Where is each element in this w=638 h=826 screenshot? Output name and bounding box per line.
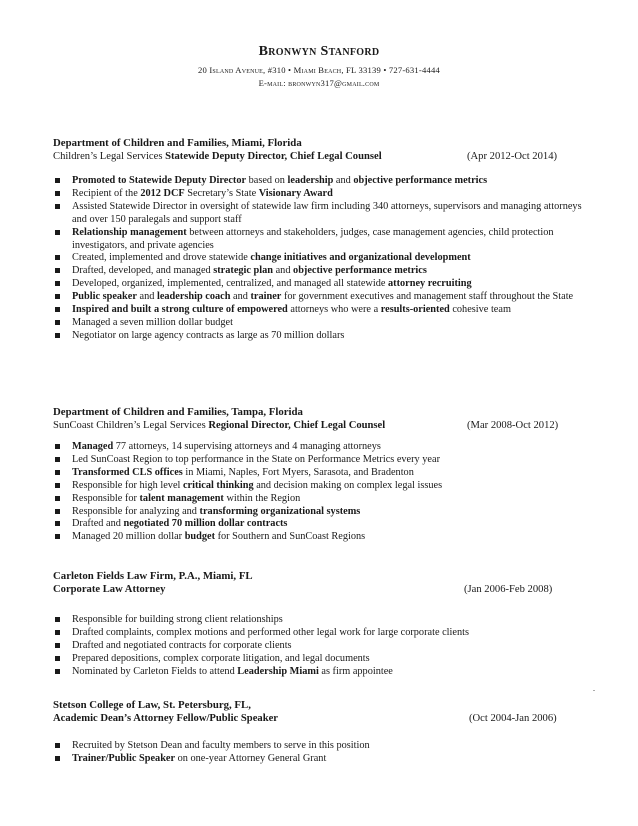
job-bullets bbox=[53, 441, 585, 544]
bullet-item bbox=[53, 740, 585, 753]
bullet-text: Recruited by Stetson Dean and faculty members to serve in this position bbox=[72, 740, 370, 751]
job-role-title: Academic Dean’s Attorney Fellow/Public Speaker bbox=[53, 713, 278, 724]
bullet-text: Managed a seven million dollar budget bbox=[72, 316, 233, 328]
bullet-text: and decision making on complex legal issues bbox=[253, 479, 443, 491]
job-organization: Carleton Fields Law Firm, P.A., Miami, FL bbox=[53, 570, 253, 582]
bullet-item bbox=[53, 640, 585, 653]
bullet-item bbox=[53, 506, 585, 519]
bullet-text: as firm appointee bbox=[318, 665, 393, 677]
bullet-text: Developed, organized, implemented, centralized, and managed all statewide bbox=[72, 278, 389, 290]
bullet-text-bold: Relationship management bbox=[72, 226, 187, 238]
job-dates: (Apr 2012-Oct 2014) bbox=[467, 151, 558, 162]
bullet-text-bold: transforming organizational systems bbox=[199, 505, 361, 517]
bullet-text: Drafted and negotiated contracts for corporate clients bbox=[72, 639, 292, 651]
job-bullets bbox=[53, 175, 585, 343]
bullet-text: in Miami, Naples, Fort Myers, Sarasota, and Bradenton bbox=[182, 466, 414, 478]
bullet-item bbox=[53, 653, 585, 666]
bullet-text: based on bbox=[246, 175, 288, 186]
bullet-text: Created, implemented and drove statewide bbox=[72, 252, 251, 264]
job-role-line bbox=[53, 419, 585, 433]
bullet-text: and bbox=[333, 175, 354, 186]
bullet-item bbox=[53, 188, 585, 201]
bullet-text-bold: trainer bbox=[250, 291, 282, 303]
job-dates: (Jan 2006-Feb 2008) bbox=[464, 584, 553, 595]
bullet-text-bold: Visionary Award bbox=[258, 187, 333, 199]
bullet-item bbox=[53, 454, 585, 467]
bullet-text: between attorneys and stakeholders, judges, case management agencies, child protection investigators, and private agencies bbox=[72, 226, 554, 251]
job-dates: (Oct 2004-Jan 2006) bbox=[469, 713, 557, 724]
bullet-text: Nominated by Carleton Fields to attend bbox=[72, 665, 238, 677]
job-section bbox=[53, 405, 585, 544]
bullet-text: within the Region bbox=[223, 492, 301, 504]
job-section bbox=[53, 136, 585, 343]
bullet-text-bold: critical thinking bbox=[182, 479, 254, 491]
bullet-text-bold: strategic plan bbox=[213, 265, 274, 277]
bullet-item bbox=[53, 518, 585, 531]
bullet-text: Assisted Statewide Director in oversight of statewide law firm including 340 attorneys, supervisors and managing attorneys and over 150 paralegals and support staff bbox=[72, 200, 582, 225]
bullet-item bbox=[53, 252, 585, 265]
bullet-text-bold: Managed bbox=[72, 441, 114, 452]
bullet-text-bold: 2012 DCF bbox=[140, 187, 185, 199]
bullet-text-bold: Inspired and built a strong culture of empowered bbox=[72, 304, 288, 316]
job-section bbox=[53, 698, 585, 766]
job-role-title: Statewide Deputy Director, Chief Legal Counsel bbox=[165, 151, 382, 162]
contact-email: E-mail: bronwyn317@gmail.com bbox=[258, 78, 380, 88]
stray-mark: . bbox=[593, 684, 595, 693]
bullet-item bbox=[53, 278, 585, 291]
job-role-title: Corporate Law Attorney bbox=[53, 584, 166, 595]
bullet-item bbox=[53, 265, 585, 278]
bullet-item bbox=[53, 330, 585, 343]
bullet-item bbox=[53, 441, 585, 454]
job-organization: Department of Children and Families, Miami, Florida bbox=[53, 137, 302, 149]
bullet-item bbox=[53, 627, 585, 640]
bullet-text: Secretary’s State bbox=[184, 187, 259, 199]
bullet-text: and bbox=[273, 265, 294, 277]
bullet-text-bold: Promoted to Statewide Deputy Director bbox=[72, 175, 247, 186]
bullet-text: attorneys who were a bbox=[287, 304, 381, 316]
bullet-item bbox=[53, 480, 585, 493]
bullet-text: Negotiator on large agency contracts as large as 70 million dollars bbox=[72, 329, 345, 341]
candidate-name: Bronwyn Stanford bbox=[258, 44, 380, 59]
bullet-text: Responsible for analyzing and bbox=[72, 505, 200, 517]
bullet-text: Responsible for bbox=[72, 492, 140, 504]
bullet-text: cohesive team bbox=[449, 304, 511, 316]
bullet-text-bold: objective performance metrics bbox=[293, 265, 427, 277]
job-role-prefix: Children’s Legal Services bbox=[53, 151, 166, 162]
job-role-prefix: SunCoast Children’s Legal Services bbox=[53, 420, 209, 431]
bullet-item bbox=[53, 291, 585, 304]
bullet-text: for Southern and SunCoast Regions bbox=[215, 531, 366, 543]
bullet-text-bold: leadership coach bbox=[156, 291, 231, 303]
job-role-line bbox=[53, 712, 585, 726]
bullet-item bbox=[53, 317, 585, 330]
bullet-item bbox=[53, 201, 585, 227]
bullet-item bbox=[53, 467, 585, 480]
bullet-text-bold: Trainer/Public Speaker bbox=[72, 752, 176, 764]
job-organization: Department of Children and Families, Tampa, Florida bbox=[53, 406, 303, 418]
contact-address: 20 Island Avenue, #310 • Miami Beach, FL 33139 • 727-631-4444 bbox=[198, 65, 440, 75]
bullet-text: Led SunCoast Region to top performance in the State on Performance Metrics every year bbox=[72, 453, 440, 465]
bullet-text: Prepared depositions, complex corporate litigation, and legal documents bbox=[72, 652, 370, 664]
bullet-text: 77 attorneys, 14 supervising attorneys and 4 managing attorneys bbox=[113, 441, 381, 452]
bullet-text: for government executives and management staff throughout the State bbox=[281, 291, 574, 303]
bullet-item bbox=[53, 227, 585, 253]
bullet-text-bold: talent management bbox=[139, 492, 224, 504]
job-section bbox=[53, 569, 585, 679]
bullet-text-bold: negotiated 70 million dollar contracts bbox=[123, 518, 288, 530]
bullet-text: Managed 20 million dollar bbox=[72, 531, 185, 543]
bullet-text-bold: attorney recruiting bbox=[388, 278, 472, 290]
bullet-text: Recipient of the bbox=[72, 187, 141, 199]
bullet-text: and bbox=[136, 291, 157, 303]
bullet-item bbox=[53, 531, 585, 544]
job-role-title: Regional Director, Chief Legal Counsel bbox=[208, 420, 386, 431]
bullet-text: Drafted, developed, and managed bbox=[72, 265, 214, 277]
bullet-text: Drafted and bbox=[72, 518, 124, 530]
bullet-item bbox=[53, 614, 585, 627]
job-organization: Stetson College of Law, St. Petersburg, FL, bbox=[53, 699, 251, 711]
job-role-line bbox=[53, 583, 585, 597]
job-dates: (Mar 2008-Oct 2012) bbox=[467, 420, 559, 431]
bullet-item bbox=[53, 175, 585, 188]
job-bullets bbox=[53, 614, 585, 679]
bullet-text-bold: budget bbox=[184, 531, 216, 543]
job-role-line bbox=[53, 150, 585, 164]
bullet-item bbox=[53, 304, 585, 317]
bullet-text-bold: leadership bbox=[287, 175, 334, 186]
bullet-text-bold: objective performance metrics bbox=[353, 175, 488, 186]
bullet-text: and bbox=[230, 291, 251, 303]
bullet-text: Responsible for building strong client relationships bbox=[72, 614, 283, 625]
bullet-text: Responsible for high level bbox=[72, 479, 183, 491]
job-bullets bbox=[53, 740, 585, 766]
bullet-item bbox=[53, 753, 585, 766]
bullet-item bbox=[53, 666, 585, 679]
bullet-text-bold: Leadership Miami bbox=[237, 665, 319, 677]
bullet-text: Drafted complaints, complex motions and performed other legal work for large corporate clients bbox=[72, 626, 469, 638]
bullet-text-bold: Transformed CLS offices bbox=[72, 466, 183, 478]
bullet-text-bold: results-oriented bbox=[380, 304, 450, 316]
bullet-text-bold: change initiatives and organizational development bbox=[250, 252, 471, 264]
bullet-text: on one-year Attorney General Grant bbox=[175, 752, 327, 764]
bullet-text-bold: Public speaker bbox=[72, 291, 137, 303]
bullet-item bbox=[53, 493, 585, 506]
